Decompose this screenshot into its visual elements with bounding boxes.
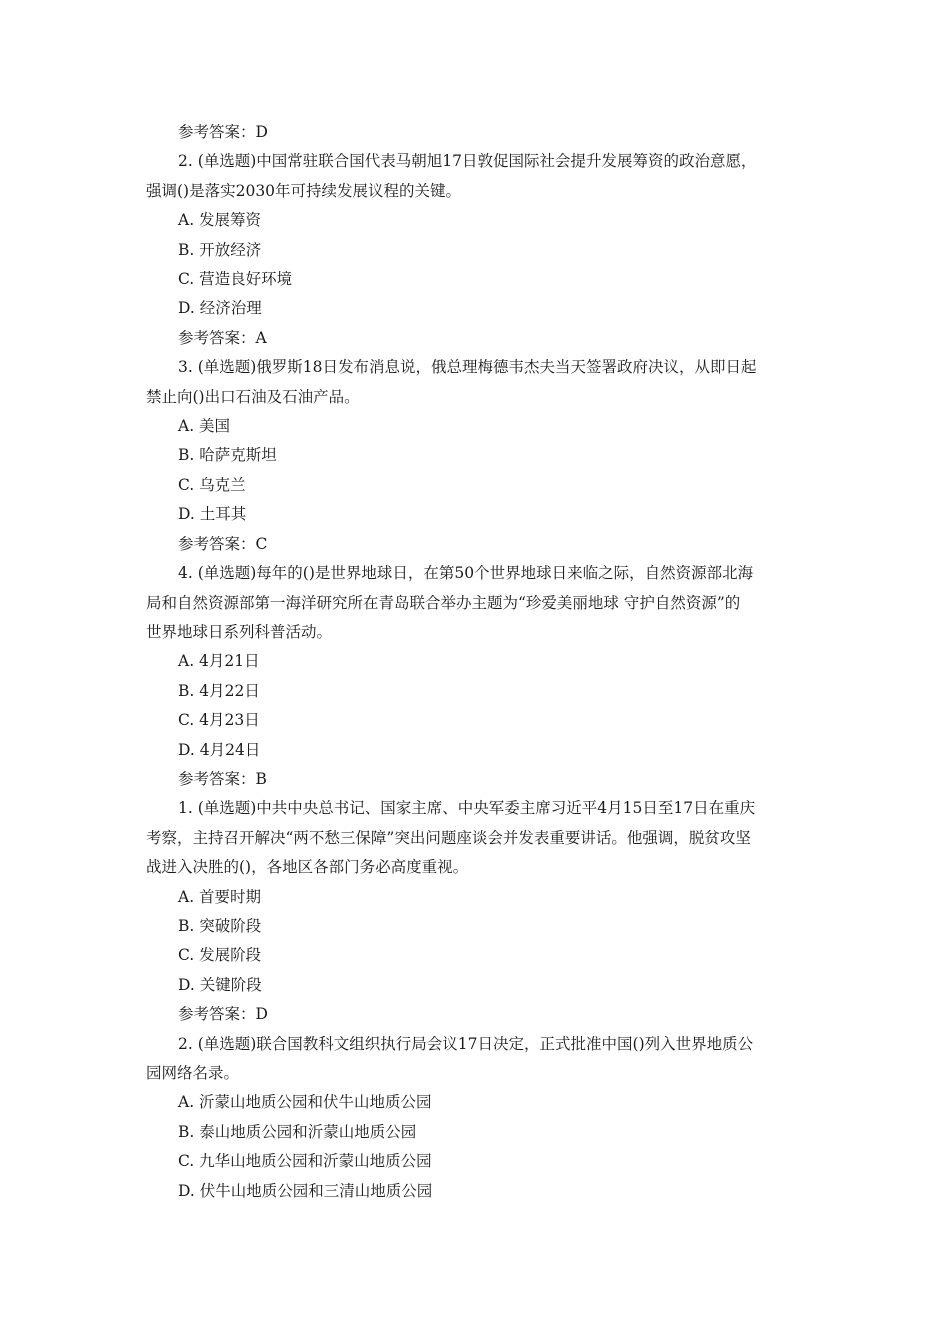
question-line: 4. (单选题)每年的()是世界地球日，在第50个世界地球日来临之际，自然资源部北海 <box>178 564 754 583</box>
option-line: B. 泰山地质公园和沂蒙山地质公园 <box>178 1122 417 1141</box>
question-line: 考察，主持召开解决“两不愁三保障”突出问题座谈会并发表重要讲话。他强调，脱贫攻坚 <box>146 828 751 847</box>
question-line: 战进入决胜的()，各地区各部门务必高度重视。 <box>146 858 469 877</box>
option-line: D. 经济治理 <box>178 299 262 318</box>
option-line: C. 4月23日 <box>178 711 260 730</box>
answer-line: 参考答案：C <box>178 534 268 553</box>
option-line: A. 沂蒙山地质公园和伏牛山地质公园 <box>178 1093 432 1112</box>
option-line: D. 伏牛山地质公园和三清山地质公园 <box>178 1181 433 1200</box>
option-line: C. 九华山地质公园和沂蒙山地质公园 <box>178 1152 432 1171</box>
option-line: B. 4月22日 <box>178 681 260 700</box>
answer-line: 参考答案：D <box>178 1005 268 1024</box>
option-line: C. 乌克兰 <box>178 475 246 494</box>
answer-line: 参考答案：A <box>178 328 267 347</box>
option-line: A. 发展筹资 <box>178 211 262 230</box>
option-line: D. 关键阶段 <box>178 975 262 994</box>
question-line: 2. (单选题)联合国教科文组织执行局会议17日决定，正式批准中国()列入世界地质公 <box>178 1034 754 1053</box>
option-line: B. 开放经济 <box>178 240 262 259</box>
question-line: 局和自然资源部第一海洋研究所在青岛联合举办主题为“珍爱美丽地球 守护自然资源”的 <box>146 593 741 612</box>
quiz-content <box>146 118 810 1206</box>
question-line: 园网络名录。 <box>146 1064 240 1082</box>
option-line: A. 首要时期 <box>178 887 262 906</box>
question-line: 禁止向()出口石油及石油产品。 <box>146 387 360 406</box>
question-line: 3. (单选题)俄罗斯18日发布消息说，俄总理梅德韦杰夫当天签署政府决议，从即日起 <box>178 358 757 377</box>
question-line: 2. (单选题)中国常驻联合国代表马朝旭17日敦促国际社会提升发展筹资的政治意愿， <box>178 152 757 171</box>
question-line: 强调()是落实2030年可持续发展议程的关键。 <box>146 181 462 200</box>
option-line: A. 美国 <box>178 417 231 436</box>
answer-line: 参考答案：B <box>178 769 267 788</box>
option-line: A. 4月21日 <box>178 652 260 671</box>
option-line: B. 哈萨克斯坦 <box>178 446 277 465</box>
answer-line: 参考答案：D <box>178 123 268 141</box>
option-line: C. 营造良好环境 <box>178 270 293 289</box>
option-line: B. 突破阶段 <box>178 916 262 935</box>
question-line: 世界地球日系列科普活动。 <box>146 622 333 641</box>
option-line: D. 土耳其 <box>178 505 247 524</box>
option-line: D. 4月24日 <box>178 740 261 759</box>
option-line: C. 发展阶段 <box>178 946 262 965</box>
question-line: 1. (单选题)中共中央总书记、国家主席、中央军委主席习近平4月15日至17日在重庆 <box>178 799 756 818</box>
